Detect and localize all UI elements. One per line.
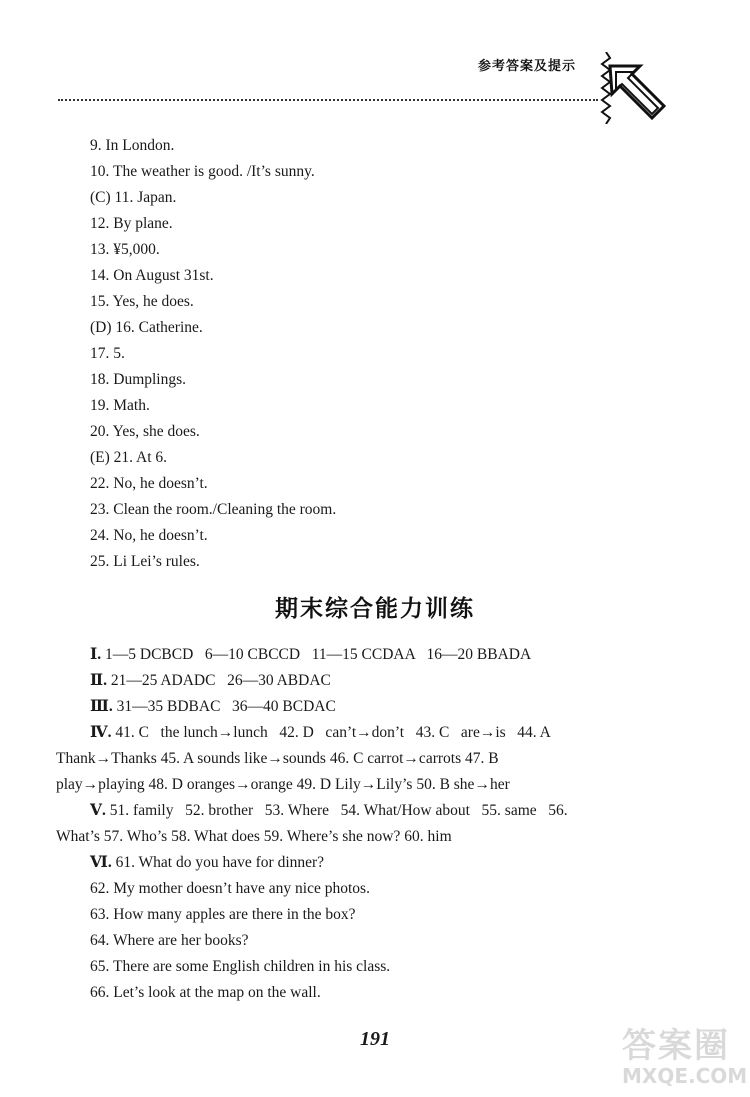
part-3-label: Ⅲ.	[90, 698, 113, 715]
list-item: 20. Yes, she does.	[90, 423, 200, 440]
list-item: 22. No, he doesn’t.	[90, 475, 208, 492]
part-5-text-1: 51. family 52. brother 53. Where 54. What/How about 55. same 56.	[109, 802, 568, 819]
section-title: 期末综合能力训练	[275, 596, 475, 622]
part-5-line-2: What’s 57. Who’s 58. What does 59. Where’s she now? 60. him	[56, 828, 452, 845]
page-number: 191	[360, 1028, 390, 1050]
part-4-line-1	[90, 723, 551, 743]
part-5-label: Ⅴ.	[90, 802, 106, 819]
part-6-line-1	[90, 853, 324, 873]
part-3-text: 31—35 BDBAC 36—40 BCDAC	[116, 698, 336, 715]
list-item: 25. Li Lei’s rules.	[90, 553, 200, 570]
part-3-line	[90, 697, 336, 717]
list-item: 15. Yes, he does.	[90, 293, 194, 310]
part-6-label: Ⅵ.	[90, 854, 112, 871]
part-5-line-1	[90, 801, 568, 821]
list-item: 9. In London.	[90, 137, 175, 154]
part-6-line-4: 64. Where are her books?	[90, 932, 249, 949]
list-item: 19. Math.	[90, 397, 150, 414]
list-item: 13. ¥5,000.	[90, 241, 160, 258]
list-item: (C) 11. Japan.	[90, 189, 177, 206]
list-item: 24. No, he doesn’t.	[90, 527, 208, 544]
list-item: 12. By plane.	[90, 215, 173, 232]
list-item: 23. Clean the room./Cleaning the room.	[90, 501, 337, 518]
list-item: 17. 5.	[90, 345, 125, 362]
list-item: 14. On August 31st.	[90, 267, 214, 284]
part-6-line-5: 65. There are some English children in his class.	[90, 958, 391, 975]
part-4-label: Ⅳ.	[90, 724, 112, 741]
watermark-logo	[622, 1018, 748, 1088]
list-item: 10. The weather is good. /It’s sunny.	[90, 163, 315, 180]
part-4-text-1: 41. C the lunch→lunch 42. D can’t→don’t 43. C are→is 44. A	[115, 724, 551, 741]
part-2-line	[90, 671, 331, 691]
header-dotted-rule	[58, 99, 598, 101]
part-2-text: 21—25 ADADC 26—30 ABDAC	[110, 672, 331, 689]
list-item: (D) 16. Catherine.	[90, 319, 203, 336]
part-4-line-2: Thank→Thanks 45. A sounds like→sounds 46. C carrot→carrots 47. B	[56, 750, 499, 767]
part-1-text: 1—5 DCBCD 6—10 CBCCD 11—15 CCDAA 16—20 BBADA	[105, 646, 532, 663]
part-2-label: Ⅱ.	[90, 672, 107, 689]
watermark-text: 答案圈	[622, 1026, 730, 1066]
part-6-line-3: 63. How many apples are there in the box?	[90, 906, 356, 923]
watermark-url: MXQE.COM	[622, 1064, 748, 1088]
list-item: 18. Dumplings.	[90, 371, 187, 388]
part-6-line-6: 66. Let’s look at the map on the wall.	[90, 984, 321, 1001]
part-4-line-3: play→playing 48. D oranges→orange 49. D Lily→Lily’s 50. B she→her	[56, 776, 510, 793]
part-1-label: Ⅰ.	[90, 646, 102, 663]
part-6-line-2: 62. My mother doesn’t have any nice photos.	[90, 880, 370, 897]
arrow-up-left-icon	[606, 62, 668, 124]
part-6-text-1: 61. What do you have for dinner?	[115, 854, 325, 871]
part-1-line	[90, 645, 531, 665]
list-item: (E) 21. At 6.	[90, 449, 168, 466]
header-title: 参考答案及提示	[478, 59, 577, 74]
